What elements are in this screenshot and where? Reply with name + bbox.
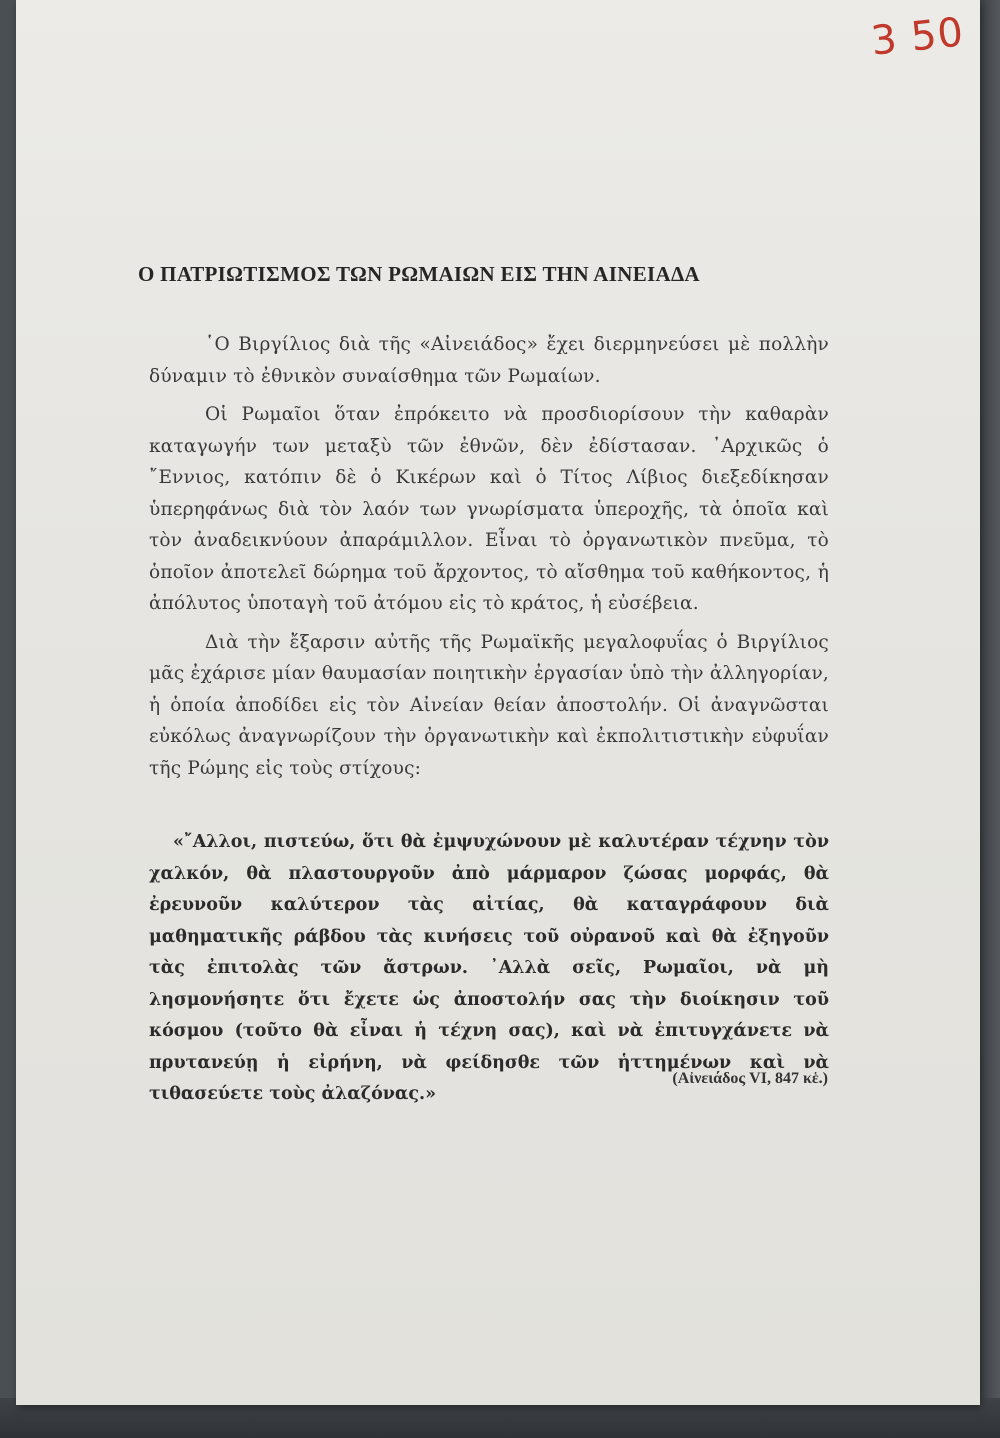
background-right-edge bbox=[978, 0, 1000, 1438]
paragraph-1: ῾Ο Βιργίλιος διὰ τῆς «Αἰνειάδος» ἔχει διερμηνεύσει μὲ πολλὴν δύναμιν τὸ ἐθνικὸν συναίσθημα τῶν Ρωμαίων. bbox=[149, 334, 829, 387]
paragraph-2: Οἱ Ρωμαῖοι ὅταν ἐπρόκειτο νὰ προσδιορίσουν τὴν καθαρὰν καταγωγήν των μεταξὺ τῶν ἐθνῶν, δὲν ἐδίστασαν. ᾿Αρχικῶς ὁ ῎Εννιος, κατόπιν δὲ ὁ Κικέρων καὶ ὁ Τίτος Λίβιος διεξεδίκησαν ὑπερηφάνως διὰ τὸν λαόν των γνωρίσματα ὑπεροχῆς, τὰ ὁποῖα καὶ τὸν ἀναδεικνύουν ἀπαράμιλλον. Εἶναι τὸ ὀργανωτικὸν πνεῦμα, τὸ ὁποῖον ἀποτελεῖ δώρημα τοῦ ἄρχοντος, τὸ αἴσθημα τοῦ καθήκοντος, ἡ ἀπόλυτος ὑποταγὴ τοῦ ἀτόμου εἰς τὸ κράτος, ἡ εὐσέβεια. bbox=[149, 404, 829, 614]
handwritten-folio-mark: 3 50 bbox=[868, 9, 967, 65]
paragraph-3: Διὰ τὴν ἔξαρσιν αὐτῆς τῆς Ρωμαϊκῆς μεγαλοφυΐας ὁ Βιργίλιος μᾶς ἐχάρισε μίαν θαυμασίαν ποιητικὴν ἐργασίαν ὑπὸ τὴν ἀλληγορίαν, ἡ ὁποία ἀποδίδει εἰς τὸν Αἰνείαν θείαν ἀποστολήν. Οἱ ἀναγνῶσται εὐκόλως ἀναγνωρίζουν τὴν ὀργανωτικὴν καὶ ἐκπολιτιστικὴν εὐφυΐαν τῆς Ρώμης εἰς τοὺς στίχους: bbox=[149, 631, 829, 779]
document-page bbox=[16, 0, 980, 1405]
quote-citation: (Αἰνειάδος VI, 847 κἑ.) bbox=[672, 1070, 828, 1087]
block-quote: «῎Αλλοι, πιστεύω, ὅτι θὰ ἐμψυχώνουν μὲ καλυτέραν τέχνην τὸν χαλκόν, θὰ πλαστουργοῦν ἀπὸ μάρμαρον ζώσας μορφάς, θὰ ἐρευνοῦν καλύτερον τὰς αἰτίας, θὰ καταγράφουν διὰ μαθηματικῆς ράβδου τὰς κινήσεις τοῦ οὐρανοῦ καὶ θὰ ἐξηγοῦν τὰς ἐπιτολὰς τῶν ἄστρων. ᾿Αλλὰ σεῖς, Ρωμαῖοι, νὰ μὴ λησμονήσητε ὅτι ἔχετε ὡς ἀποστολήν σας τὴν διοίκησιν τοῦ κόσμου (τοῦτο θὰ εἶναι ἡ τέχνη σας), καὶ νὰ ἐπιτυγχάνετε νὰ πρυτανεύῃ ἡ εἰρήνη, νὰ φείδησθε τῶν ἡττημένων καὶ νὰ τιθασεύετε τοὺς ἀλαζόνας.» bbox=[149, 832, 829, 1104]
body-text bbox=[149, 329, 829, 791]
page-title: Ο ΠΑΤΡΙΩΤΙΣΜΟΣ ΤΩΝ ΡΩΜΑΙΩΝ ΕΙΣ ΤΗΝ ΑΙΝΕΙΑΔΑ bbox=[138, 262, 700, 286]
